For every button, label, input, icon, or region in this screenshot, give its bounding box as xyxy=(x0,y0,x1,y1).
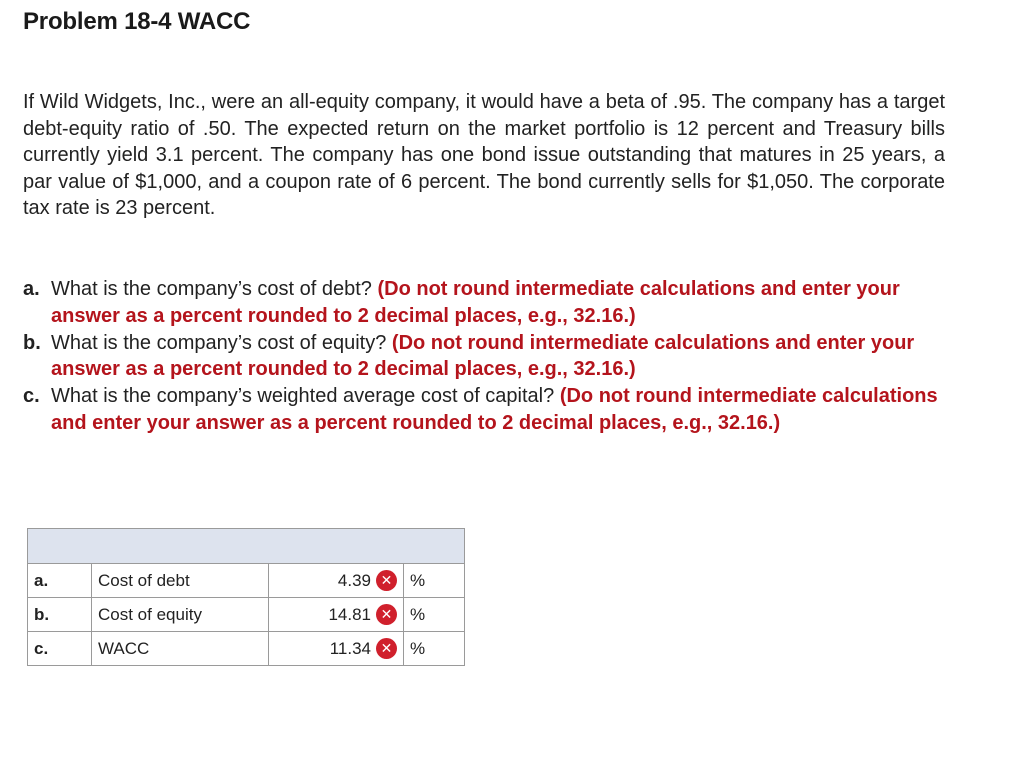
question-c xyxy=(23,383,945,437)
answer-input-wacc[interactable] xyxy=(269,632,404,666)
row-letter: a. xyxy=(28,564,92,598)
answer-value: 11.34 xyxy=(329,638,371,658)
answer-table-header-cell xyxy=(28,529,465,564)
answer-value: 4.39 xyxy=(337,570,371,590)
row-unit: % xyxy=(404,564,465,598)
answer-row-c xyxy=(28,632,465,666)
question-text: What is the company’s weighted average cost of capital? xyxy=(51,385,555,408)
close-icon: ✕ xyxy=(376,570,397,591)
answer-input-cost-of-equity[interactable] xyxy=(269,598,404,632)
question-instruction: (Do not round intermediate calculations and enter your answer as a percent rounded to 2 decimal places, e.g., 32.16.) xyxy=(51,278,900,327)
question-text: What is the company’s cost of debt? xyxy=(51,278,372,300)
close-icon: ✕ xyxy=(376,604,397,625)
row-label: Cost of equity xyxy=(92,598,269,632)
problem-title: Problem 18-4 WACC xyxy=(23,8,251,35)
row-letter: b. xyxy=(28,598,92,632)
row-letter: c. xyxy=(28,632,92,666)
question-list xyxy=(23,276,945,437)
question-a xyxy=(23,276,945,330)
answer-row-a xyxy=(28,564,465,598)
answer-row-b xyxy=(28,598,465,632)
answer-value: 14.81 xyxy=(328,604,371,624)
question-instruction: (Do not round intermediate calculations and enter your answer as a percent rounded to 2 decimal places, e.g., 32.16.) xyxy=(51,331,915,381)
question-instruction: (Do not round intermediate calculations and enter your answer as a percent rounded to 2 decimal places, e.g., 32.16.) xyxy=(51,385,938,434)
close-icon: ✕ xyxy=(376,638,397,659)
question-text: What is the company’s cost of equity? xyxy=(51,331,387,354)
row-label: Cost of debt xyxy=(92,564,269,598)
row-unit: % xyxy=(404,632,465,666)
row-label: WACC xyxy=(92,632,269,666)
answer-table-header xyxy=(28,529,465,564)
question-letter: c. xyxy=(23,385,40,408)
row-unit: % xyxy=(404,598,465,632)
problem-statement: If Wild Widgets, Inc., were an all-equity company, it would have a beta of .95. The company has a target debt-equity ratio of .50. The expected return on the market portfolio is 12 percent and Treasury bills currently yield 3.1 percent. The company has one bond issue outstanding that matures in 25 years, a par value of $1,000, and a coupon rate of 6 percent. The bond currently sells for $1,050. The corporate tax rate is 23 percent. xyxy=(23,91,945,220)
question-letter: a. xyxy=(23,278,40,300)
answer-input-cost-of-debt[interactable] xyxy=(269,564,404,598)
question-letter: b. xyxy=(23,331,41,354)
answer-table xyxy=(27,528,465,666)
question-b xyxy=(23,330,945,384)
